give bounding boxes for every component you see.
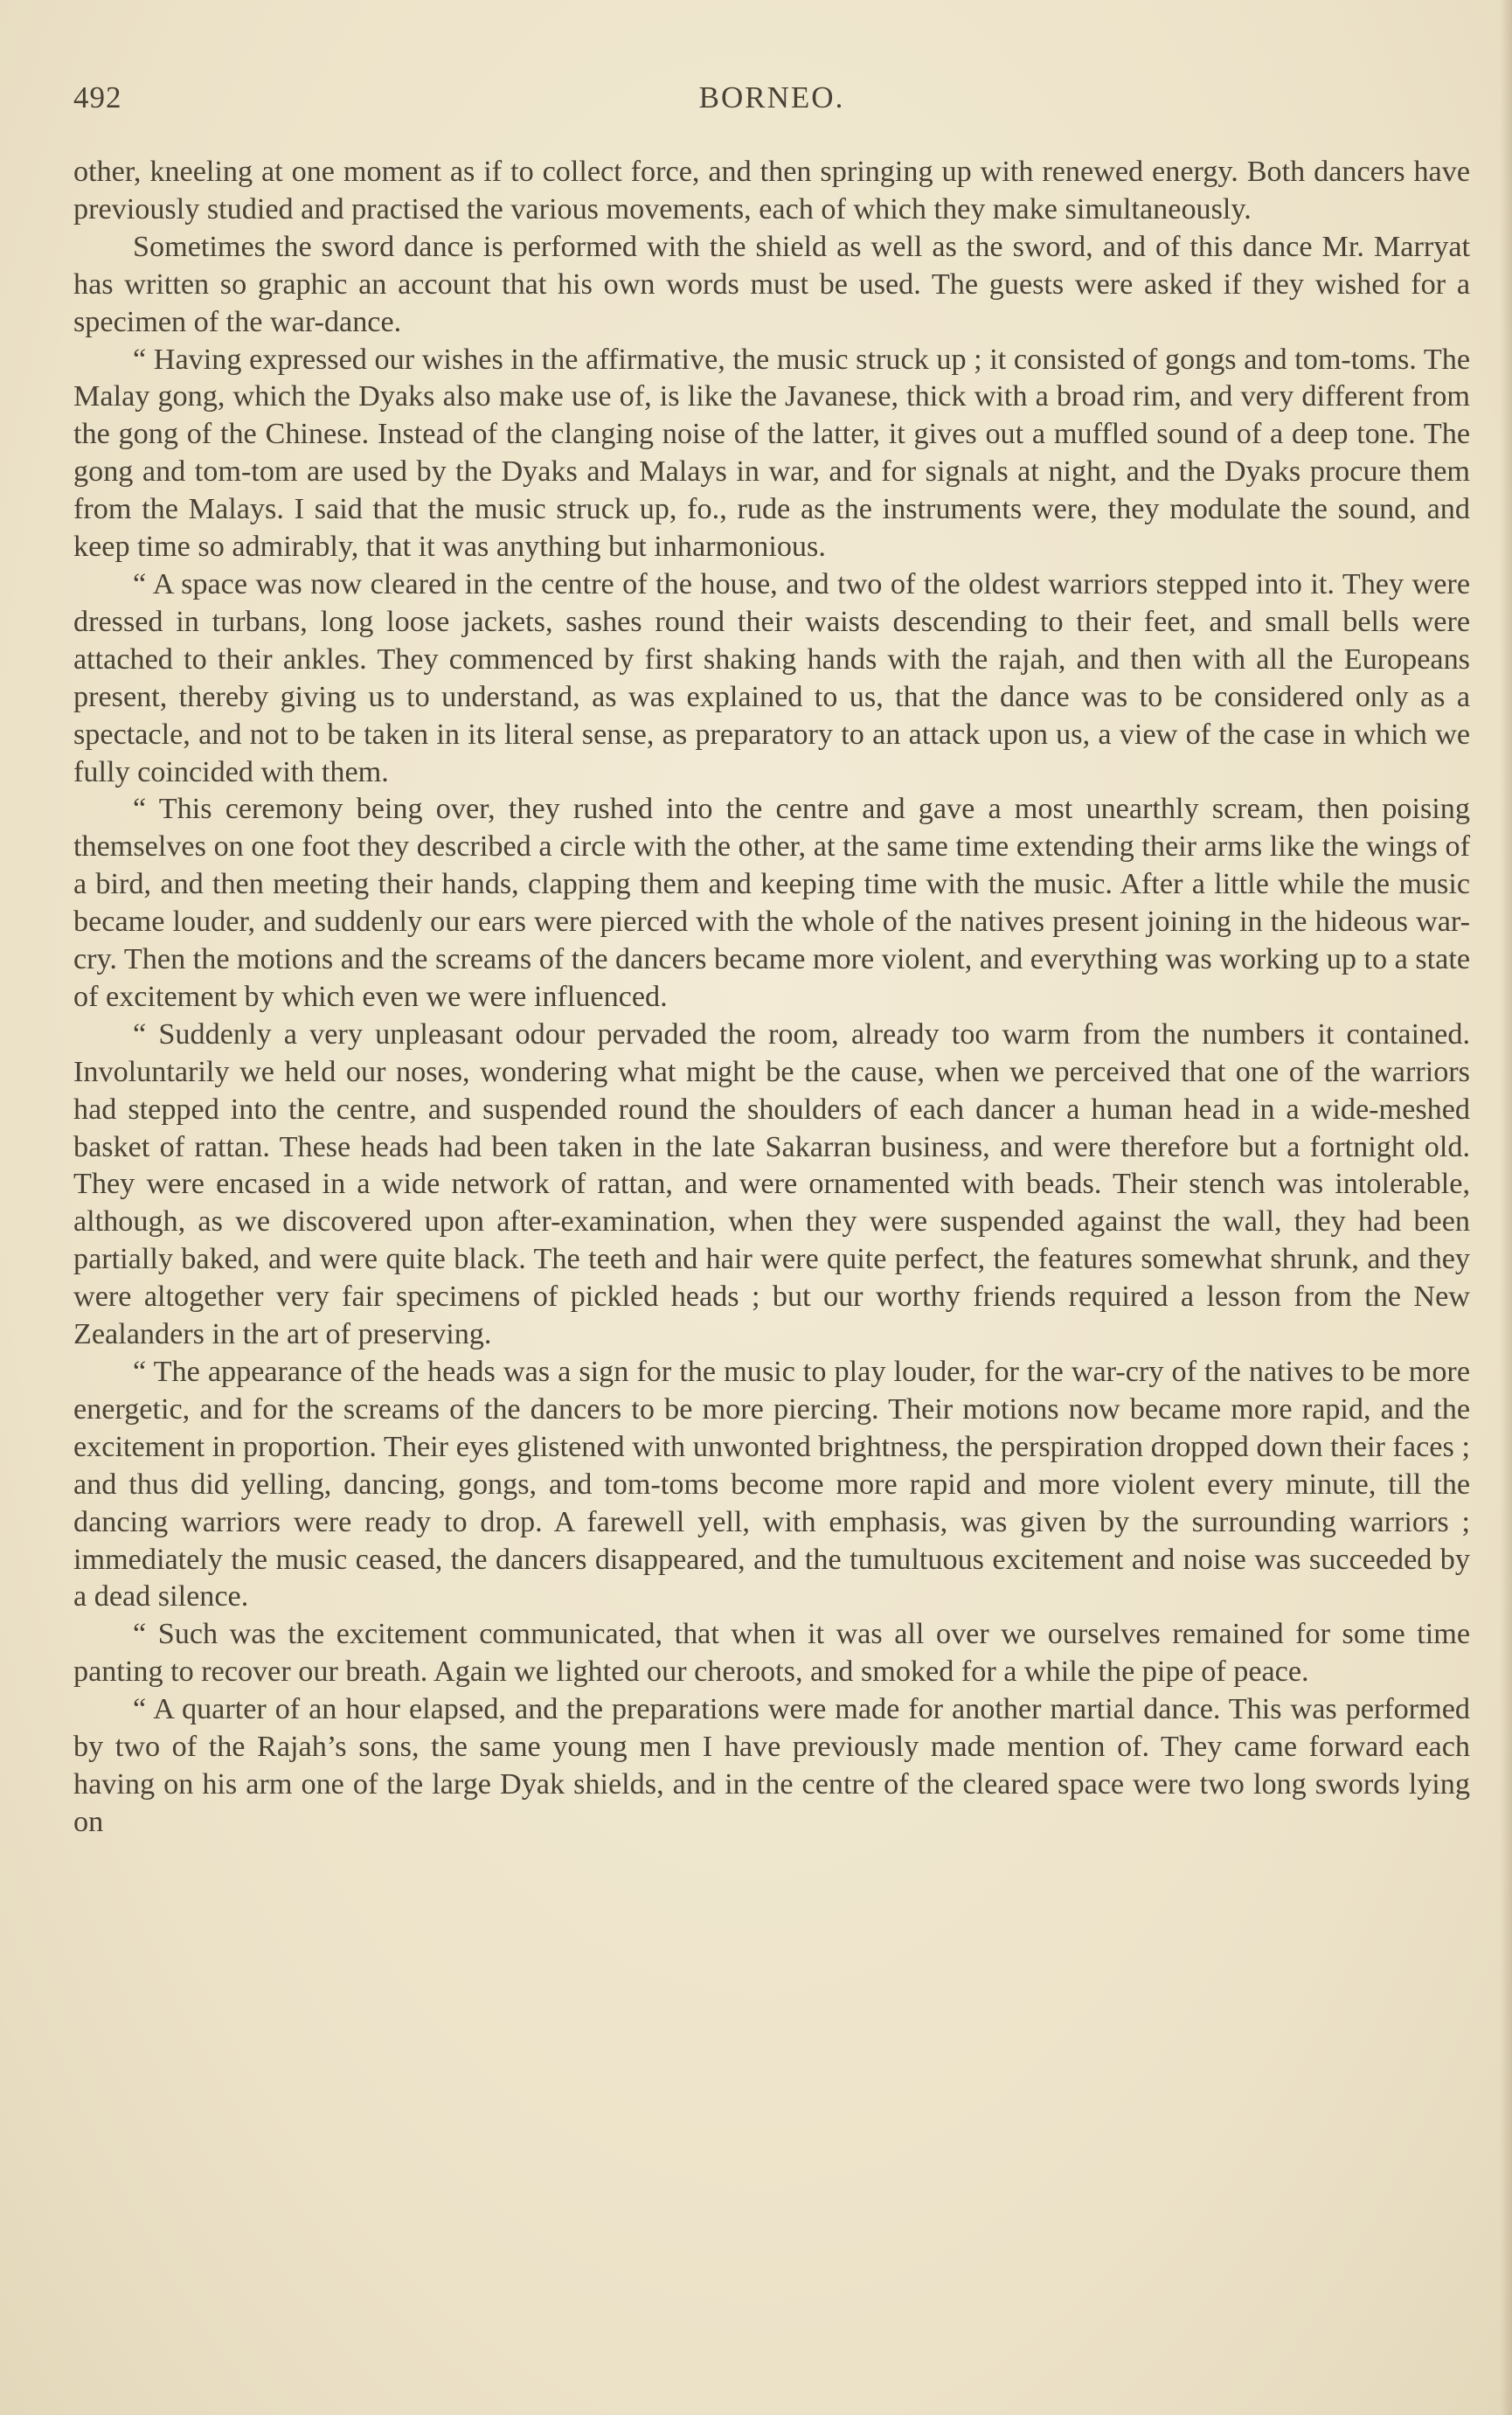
running-title: BORNEO. — [698, 80, 845, 115]
body-text — [73, 154, 1470, 1842]
page-edge-shadow — [1500, 0, 1512, 2415]
paragraph: “ Having expressed our wishes in the affirmative, the music struck up ; it consisted of gongs and tom-toms. The Malay gong, which the Dyaks also make use of, is like the Javanese, thick with a broad rim, and very different from the gong of the Chinese. Instead of the clanging noise of the latter, it gives out a muffled sound of a deep tone. The gong and tom-tom are used by the Dyaks and Malays in war, and for signals at night, and the Dyaks procure them from the Malays. I said that the music struck up, fo., rude as the instruments were, they modulate the sound, and keep time so admirably, that it was anything but inharmonious. — [73, 343, 1470, 564]
paragraph: “ A quarter of an hour elapsed, and the preparations were made for another martial dance. This was performed by two of the Rajah’s sons, the same young men I have previously made mention of. They came forward each having on his arm one of the large Dyak shields, and in the centre of the cleared space were two long swords lying on — [73, 1693, 1470, 1838]
paragraph: “ The appearance of the heads was a sign for the music to play louder, for the war-cry of the natives to be more energetic, and for the screams of the dancers to be more piercing. Their motions now became more rapid, and the excitement in proportion. Their eyes glistened with unwonted brightness, the perspiration dropped down their faces ; and thus did yelling, dancing, gongs, and tom-toms become more rapid and more violent every minute, till the dancing warriors were ready to drop. A farewell yell, with emphasis, was given by the surrounding warriors ; immediately the music ceased, the dancers disappeared, and the tumultuous excitement and noise was succeeded by a dead silence. — [73, 1356, 1470, 1613]
page-header — [73, 80, 1470, 129]
paragraph: “ This ceremony being over, they rushed into the centre and gave a most unearthly scream, then poising themselves on one foot they described a circle with the other, at the same time extending their arms like the wings of a bird, and then meeting their hands, clapping them and keeping time with the music. After a little while the music became louder, and suddenly our ears were pierced with the whole of the natives present joining in the hideous war-cry. Then the motions and the screams of the dancers became more violent, and everything was working up to a state of excitement by which even we were influenced. — [73, 793, 1470, 1013]
paragraph: “ Suddenly a very unpleasant odour pervaded the room, already too warm from the numbers it contained. Involuntarily we held our noses, wondering what might be the cause, when we perceived that one of the warriors had stepped into the centre, and suspended round the shoulders of each dancer a human head in a wide-meshed basket of rattan. These heads had been taken in the late Sakarran business, and were therefore but a fortnight old. They were encased in a wide network of rattan, and were ornamented with beads. Their stench was intolerable, although, as we discovered upon after-examination, when they were suspended against the wall, they had been partially baked, and were quite black. The teeth and hair were quite perfect, the features somewhat shrunk, and they were altogether very fair specimens of pickled heads ; but our worthy friends required a lesson from the New Zealanders in the art of preserving. — [73, 1017, 1470, 1351]
paragraph: “ Such was the excitement communicated, that when it was all over we ourselves remained for some time panting to recover our breath. Again we lighted our cheroots, and smoked for a while the pipe of peace. — [73, 1618, 1470, 1689]
paragraph: Sometimes the sword dance is performed with the shield as well as the sword, and of this dance Mr. Marryat has written so graphic an account that his own words must be used. The guests were asked if they wished for a specimen of the war-dance. — [73, 230, 1470, 338]
page-number: 492 — [73, 80, 122, 115]
book-page — [73, 80, 1470, 1842]
paragraph: other, kneeling at one moment as if to collect force, and then springing up with renewed energy. Both dancers have previously studied and practised the various movements, each of which they make simultaneously. — [73, 156, 1470, 226]
paragraph: “ A space was now cleared in the centre of the house, and two of the oldest warriors stepped into it. They were dressed in turbans, long loose jackets, sashes round their waists descending to their feet, and small bells were attached to their ankles. They commenced by first shaking hands with the rajah, and then with all the Europeans present, thereby giving us to understand, as was explained to us, that the dance was to be considered only as a spectacle, and not to be taken in its literal sense, as preparatory to an attack upon us, a view of the case in which we fully coincided with them. — [73, 567, 1470, 788]
